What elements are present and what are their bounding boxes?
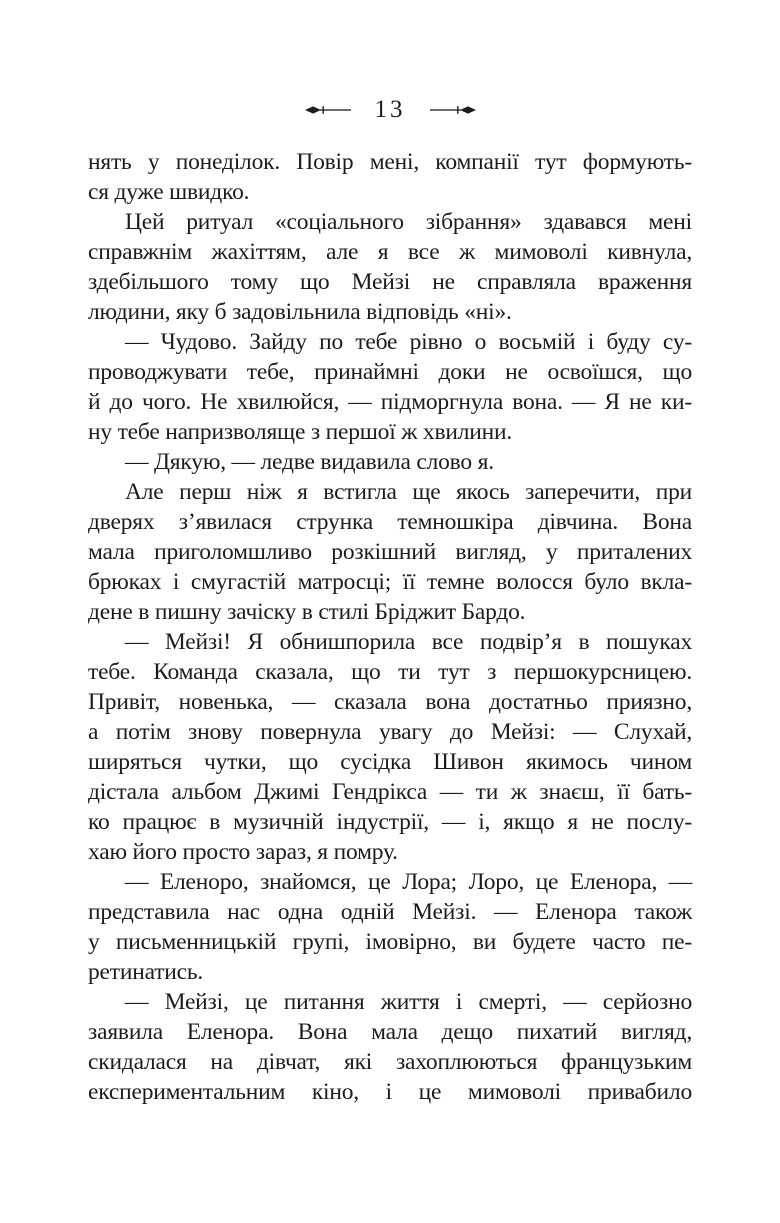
text-line: скидалася на дівчат, які захоплюються французьким — [88, 1049, 692, 1075]
text-line: ся дуже швидко. — [88, 179, 250, 205]
text-line: мала приголомшливо розкішний вигляд, у приталених — [88, 539, 692, 565]
text-line: представила нас одна одній Мейзі. — Еленора також — [88, 899, 692, 925]
text-line: а потім знову повернула увагу до Мейзі: — Слухай, — [88, 719, 692, 745]
text-line: — Мейзі! Я обнишпорила все подвір’я в пошуках — [125, 629, 692, 655]
text-line: ретинатись. — [88, 959, 204, 985]
text-line: дене в пишну зачіску в стилі Бріджит Бардо. — [88, 599, 526, 625]
text-line: проводжувати тебе, принаймні доки не освоїшся, що — [88, 359, 692, 385]
text-line: хаю його просто зараз, я помру. — [88, 839, 398, 865]
text-line: ширяться чутки, що сусідка Шивон якимось чином — [88, 749, 692, 775]
text-line: у письменницькій групі, імовірно, ви будете часто пе- — [88, 929, 692, 955]
text-line: брюках і смугастій матросці; її темне волосся було вкла- — [88, 569, 692, 595]
arrow-flourish-left-icon — [305, 104, 351, 116]
page-header — [88, 94, 692, 126]
text-line: дістала альбом Джимі Гендрікса — ти ж знаєш, її бать- — [88, 779, 692, 805]
text-line: заявила Еленора. Вона мала дещо пихатий вигляд, — [88, 1019, 692, 1045]
text-line: Але перш ніж я встигла ще якось заперечити, при — [125, 479, 692, 505]
text-line: експериментальним кіно, і це мимоволі привабило — [88, 1079, 692, 1105]
text-line: дверях з’явилася струнка темношкіра дівчина. Вона — [88, 509, 692, 535]
page-number: 13 — [374, 95, 406, 123]
text-line: й до чого. Не хвилюйся, — підморгнула вона. — Я не ки- — [88, 389, 692, 415]
text-line: — Дякую, — ледве видавила слово я. — [125, 449, 494, 475]
text-line: тебе. Команда сказала, що ти тут з першокурсницею. — [88, 659, 692, 685]
page-text — [88, 147, 692, 1107]
text-line: — Еленоро, знайомся, це Лора; Лоро, це Еленора, — — [125, 869, 692, 895]
text-line: людини, яку б задовільнила відповідь «ні». — [88, 299, 512, 325]
text-line: — Чудово. Зайду по тебе рівно о восьмій і буду су- — [125, 329, 692, 355]
text-line: ко працює в музичній індустрії, — і, якщо я не послу- — [88, 809, 692, 835]
text-line: нять у понеділок. Повір мені, компанії тут формують- — [88, 149, 692, 175]
text-line: Привіт, новенька, — сказала вона достатньо приязно, — [88, 689, 692, 715]
text-line: справжнім жахіттям, але я все ж мимоволі кивнула, — [88, 239, 692, 265]
text-line: здебільшого тому що Мейзі не справляла враження — [88, 269, 692, 295]
arrow-flourish-right-icon — [430, 104, 476, 116]
text-line: ну тебе напризволяще з першої ж хвилини. — [88, 419, 513, 445]
text-line: Цей ритуал «соціального зібрання» здавався мені — [125, 209, 692, 235]
text-line: — Мейзі, це питання життя і смерті, — серйозно — [125, 989, 692, 1015]
